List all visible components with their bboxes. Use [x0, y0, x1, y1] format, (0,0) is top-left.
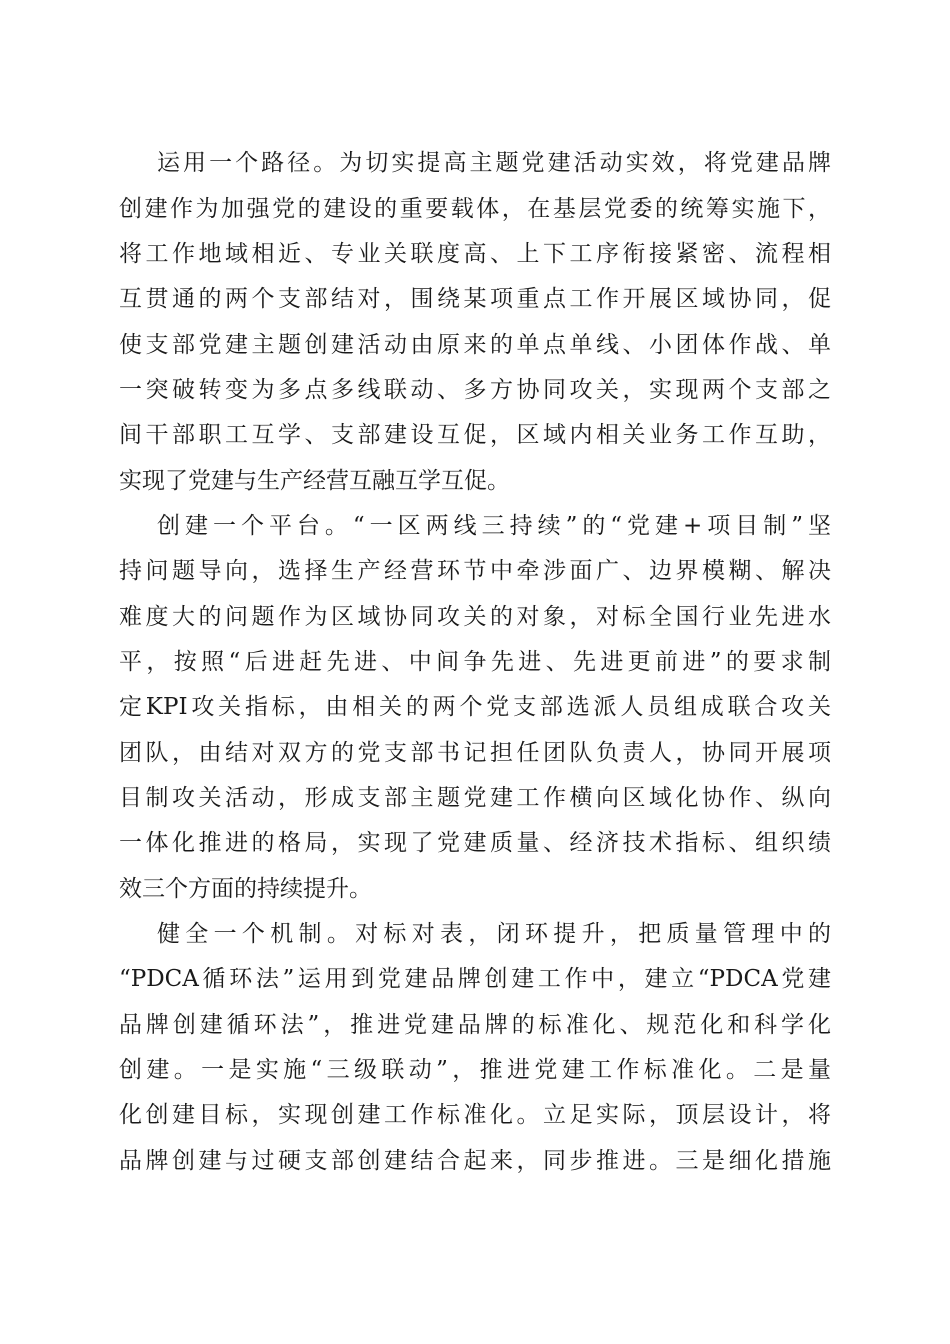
- text-line: 创建。一是实施“三级联动”，推进党建工作标准化。二是量: [119, 1057, 831, 1083]
- text-line: 平，按照“后进赶先进、中间争先进、先进更前进”的要求制: [119, 649, 831, 675]
- text-line: 使支部党建主题创建活动由原来的单点单线、小团体作战、单: [119, 332, 831, 358]
- text-line: 创建作为加强党的建设的重要载体，在基层党委的统筹实施下，: [119, 196, 831, 222]
- text-line: 品牌创建循环法”，推进党建品牌的标准化、规范化和科学化: [119, 1012, 831, 1038]
- text-line: 创建一个平台。“一区两线三持续”的“党建+项目制”坚: [157, 513, 831, 539]
- text-line: 目制攻关活动，形成支部主题党建工作横向区域化协作、纵向: [119, 785, 831, 811]
- text-line: 持问题导向，选择生产经营环节中牵涉面广、边界模糊、解决: [119, 558, 831, 584]
- text-line: 品牌创建与过硬支部创建结合起来，同步推进。三是细化措施: [119, 1148, 831, 1174]
- text-line: 难度大的问题作为区域协同攻关的对象，对标全国行业先进水: [119, 604, 831, 630]
- text-line: 互贯通的两个支部结对，围绕某项重点工作开展区域协同，促: [119, 286, 831, 312]
- text-line: 定KPI攻关指标，由相关的两个党支部选派人员组成联合攻关: [119, 694, 831, 720]
- text-line: 一体化推进的格局，实现了党建质量、经济技术指标、组织绩: [119, 830, 831, 856]
- text-line: 实现了党建与生产经营互融互学互促。: [119, 468, 510, 494]
- text-line: 将工作地域相近、专业关联度高、上下工序衔接紧密、流程相: [119, 241, 831, 267]
- text-line: 团队，由结对双方的党支部书记担任团队负责人，协同开展项: [119, 740, 831, 766]
- text-line: “PDCA循环法”运用到党建品牌创建工作中，建立“PDCA党建: [119, 966, 831, 992]
- text-line: 一突破转变为多点多线联动、多方协同攻关，实现两个支部之: [119, 377, 831, 403]
- text-line: 化创建目标，实现创建工作标准化。立足实际，顶层设计，将: [119, 1102, 831, 1128]
- text-line: 健全一个机制。对标对表，闭环提升，把质量管理中的: [157, 921, 831, 947]
- text-line: 效三个方面的持续提升。: [119, 876, 372, 902]
- text-line: 运用一个路径。为切实提高主题党建活动实效，将党建品牌: [157, 150, 831, 176]
- text-line: 间干部职工互学、支部建设互促，区域内相关业务工作互助，: [119, 422, 831, 448]
